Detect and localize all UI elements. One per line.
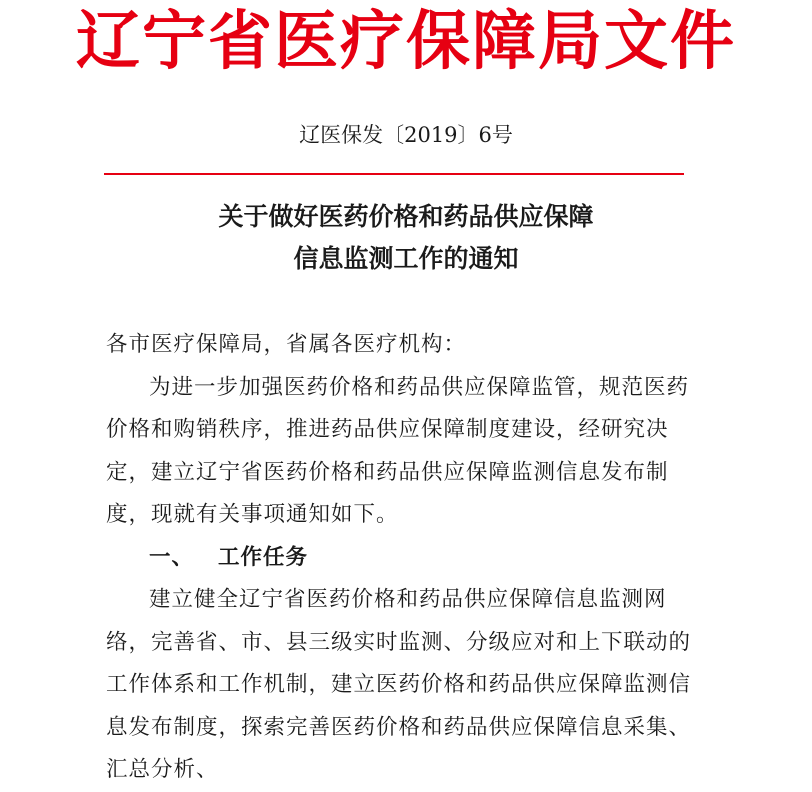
task-paragraph: 建立健全辽宁省医药价格和药品供应保障信息监测网络，完善省、市、县三级实时监测、分级应对和上下联动的工作体系和工作机制，建立医药价格和药品供应保障监测信息发布制度，探索完善医药价格和药品供应保障信息采集、汇总分析、 [106,587,692,782]
section-number: 一、 [149,544,195,570]
section-heading [106,537,700,580]
notice-title-line-2: 信息监测工作的通知 [293,244,519,273]
notice-title-line-1: 关于做好医药价格和药品供应保障 [218,202,594,231]
document-number: 辽医保发〔2019〕6号 [299,123,513,147]
section-title: 工作任务 [218,544,309,570]
issuer-header-title: 辽宁省医疗保障局文件 [76,5,736,79]
notice-title [0,196,812,280]
intro-paragraph: 为进一步加强医药价格和药品供应保障监管，规范医药价格和购销秩序，推进药品供应保障制度建设，经研究决定，建立辽宁省医药价格和药品供应保障监测信息发布制度，现就有关事项通知如下。 [106,374,690,527]
document-body [106,324,700,792]
red-divider-line [104,173,684,175]
salutation: 各市医疗保障局，省属各医疗机构： [106,332,467,357]
